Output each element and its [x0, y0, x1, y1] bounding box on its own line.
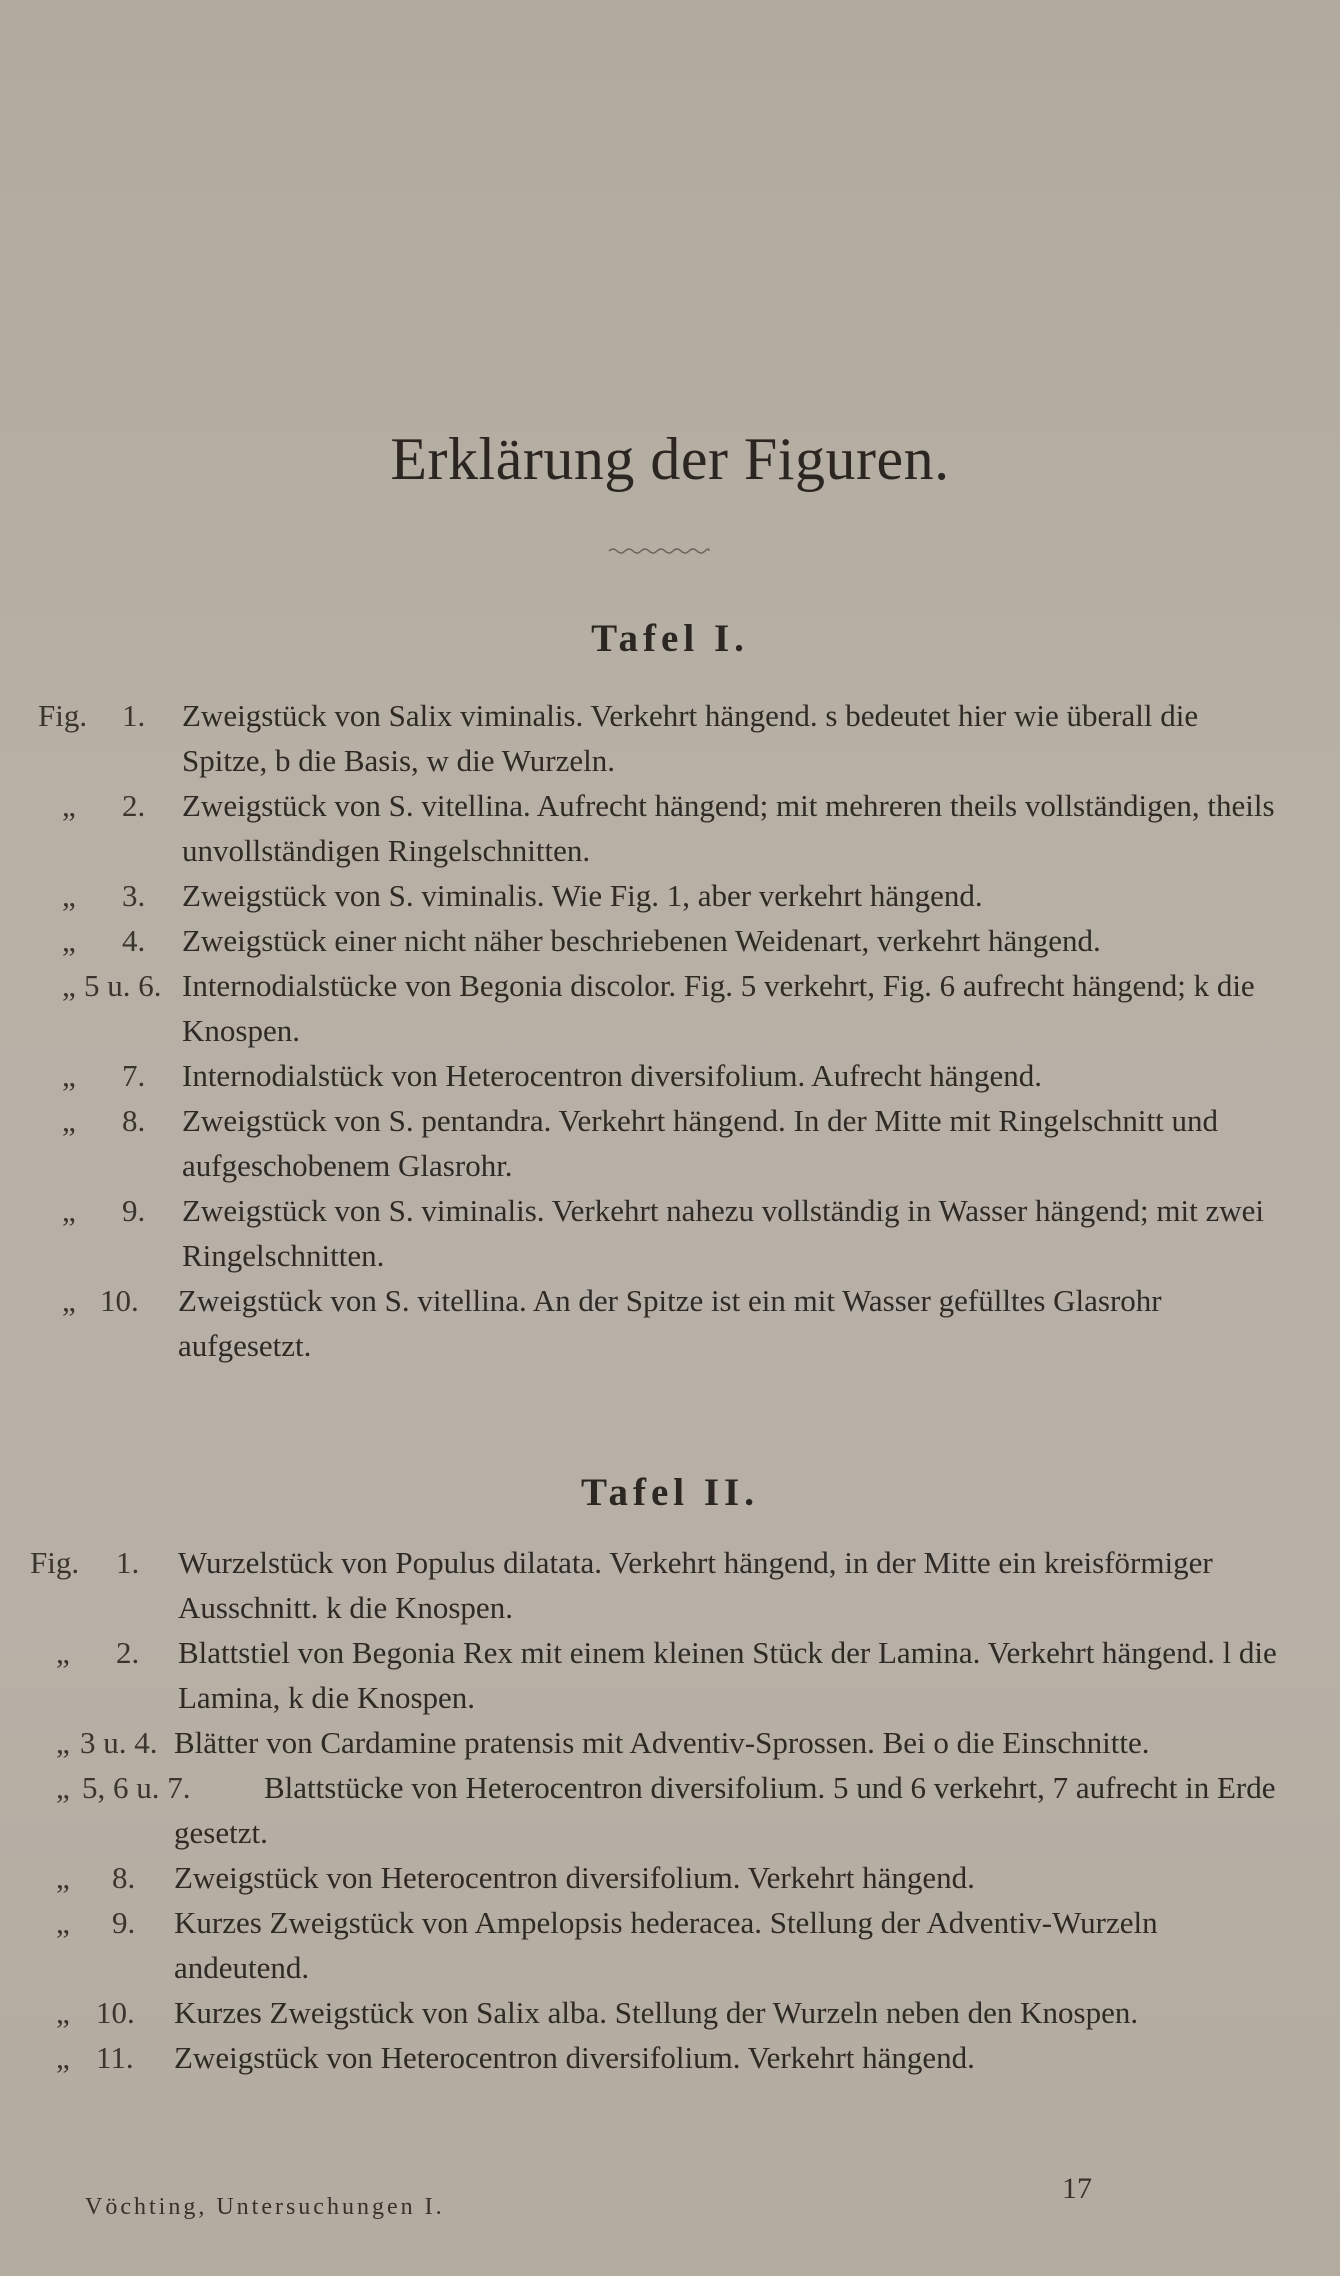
fig-number: 8.	[122, 1103, 146, 1138]
fig-label: „	[56, 1995, 70, 2030]
fig-description: Internodialstücke von Begonia discolor. Fig. 5 verkehrt, Fig. 6 aufrecht hängend; k die Knospen.	[182, 968, 1255, 1048]
figure-entry	[0, 873, 1340, 918]
fig-number: 7.	[122, 1058, 146, 1093]
figure-entry	[0, 783, 1340, 873]
figure-entry	[0, 1855, 1340, 1900]
fig-description: Zweigstück von S. viminalis. Wie Fig. 1, aber verkehrt hängend.	[182, 878, 983, 913]
fig-description: Zweigstück von S. vitellina. An der Spitze ist ein mit Wasser gefülltes Glasrohr aufgesetzt.	[178, 1283, 1162, 1363]
fig-label: Fig.	[38, 698, 88, 733]
fig-description: Zweigstück von Salix viminalis. Verkehrt hängend. s bedeutet hier wie überall die Spitze, b die Basis, w die Wurzeln.	[182, 698, 1199, 778]
fig-label: Fig.	[30, 1545, 80, 1580]
running-footer: Vöchting, Untersuchungen I.	[85, 2194, 445, 2220]
fig-description: Wurzelstück von Populus dilatata. Verkehrt hängend, in der Mitte ein kreisförmiger Ausschnitt. k die Knospen.	[178, 1545, 1213, 1625]
figure-list-tafel-1	[0, 693, 1340, 1368]
figure-entry	[0, 963, 1340, 1053]
fig-number: 4.	[122, 923, 146, 958]
fig-description: Zweigstück von Heterocentron diversifolium. Verkehrt hängend.	[174, 2040, 975, 2075]
fig-description: Kurzes Zweigstück von Salix alba. Stellung der Wurzeln neben den Knospen.	[174, 1995, 1139, 2030]
fig-label: „	[62, 923, 76, 958]
fig-number: 3 u. 4.	[80, 1725, 158, 1760]
fig-label: „	[56, 1860, 70, 1895]
section-heading-tafel-2: Tafel II.	[581, 1471, 759, 1514]
fig-label: „	[56, 1635, 70, 1670]
fig-number: 1.	[122, 698, 146, 733]
fig-number: 10.	[100, 1283, 139, 1318]
section-heading-tafel-1: Tafel I.	[591, 617, 749, 660]
figure-entry	[0, 1053, 1340, 1098]
figure-entry	[0, 1720, 1340, 1765]
figure-entry	[0, 1278, 1340, 1368]
fig-description: Kurzes Zweigstück von Ampelopsis hederacea. Stellung der Adventiv-Wurzeln andeutend.	[174, 1905, 1158, 1985]
fig-description: Zweigstück von S. pentandra. Verkehrt hängend. In der Mitte mit Ringelschnitt und aufgeschobenem Glasrohr.	[182, 1103, 1219, 1183]
fig-label: „	[62, 968, 76, 1003]
fig-number: 9.	[122, 1193, 146, 1228]
fig-number: 8.	[112, 1860, 136, 1895]
fig-description: Blätter von Cardamine pratensis mit Adventiv-Sprossen. Bei o die Einschnitte.	[174, 1725, 1150, 1760]
fig-number: 2.	[122, 788, 146, 823]
fig-number: 1.	[116, 1545, 140, 1580]
figure-entry	[0, 1990, 1340, 2035]
fig-description: Internodialstück von Heterocentron diversifolium. Aufrecht hängend.	[182, 1058, 1042, 1093]
figure-entry	[0, 918, 1340, 963]
fig-label: „	[62, 1058, 76, 1093]
figure-entry	[0, 1098, 1340, 1188]
fig-label: „	[56, 1905, 70, 1940]
fig-label: „	[62, 1193, 76, 1228]
figure-list-tafel-2	[0, 1540, 1340, 2080]
figure-entry	[0, 1540, 1340, 1630]
figure-entry	[0, 693, 1340, 783]
fig-number: 10.	[96, 1995, 135, 2030]
fig-description: Zweigstück von S. vitellina. Aufrecht hängend; mit mehreren theils vollständigen, theils unvollständigen Ringelschnitten.	[182, 788, 1275, 868]
fig-label: „	[62, 788, 76, 823]
fig-number: 5 u. 6.	[84, 968, 162, 1003]
fig-number: 9.	[112, 1905, 136, 1940]
fig-label: „	[62, 1283, 76, 1318]
fig-number: 2.	[116, 1635, 140, 1670]
figure-entry	[0, 2035, 1340, 2080]
fig-number: 5, 6 u. 7.	[82, 1770, 191, 1805]
ornament-divider	[607, 545, 711, 557]
fig-description: Zweigstück von Heterocentron diversifolium. Verkehrt hängend.	[174, 1860, 975, 1895]
fig-label: „	[62, 878, 76, 913]
fig-description: Zweigstück von S. viminalis. Verkehrt nahezu vollständig in Wasser hängend; mit zwei Ringelschnitten.	[182, 1193, 1265, 1273]
figure-entry	[0, 1900, 1340, 1990]
page-title: Erklärung der Figuren.	[390, 426, 950, 492]
fig-description: Blattstücke von Heterocentron diversifolium. 5 und 6 verkehrt, 7 aufrecht in Erde gesetzt.	[174, 1770, 1276, 1850]
fig-label: „	[56, 2040, 70, 2075]
sheet-number: 17	[1062, 2172, 1092, 2205]
fig-description: Zweigstück einer nicht näher beschriebenen Weidenart, verkehrt hängend.	[182, 923, 1101, 958]
figure-entry	[0, 1188, 1340, 1278]
fig-description: Blattstiel von Begonia Rex mit einem kleinen Stück der Lamina. Verkehrt hängend. l die Lamina, k die Knospen.	[178, 1635, 1277, 1715]
figure-entry	[0, 1765, 1340, 1855]
fig-label: „	[56, 1770, 70, 1805]
figure-entry	[0, 1630, 1340, 1720]
fig-label: „	[62, 1103, 76, 1138]
fig-number: 11.	[96, 2040, 134, 2075]
fig-label: „	[56, 1725, 70, 1760]
fig-number: 3.	[122, 878, 146, 913]
